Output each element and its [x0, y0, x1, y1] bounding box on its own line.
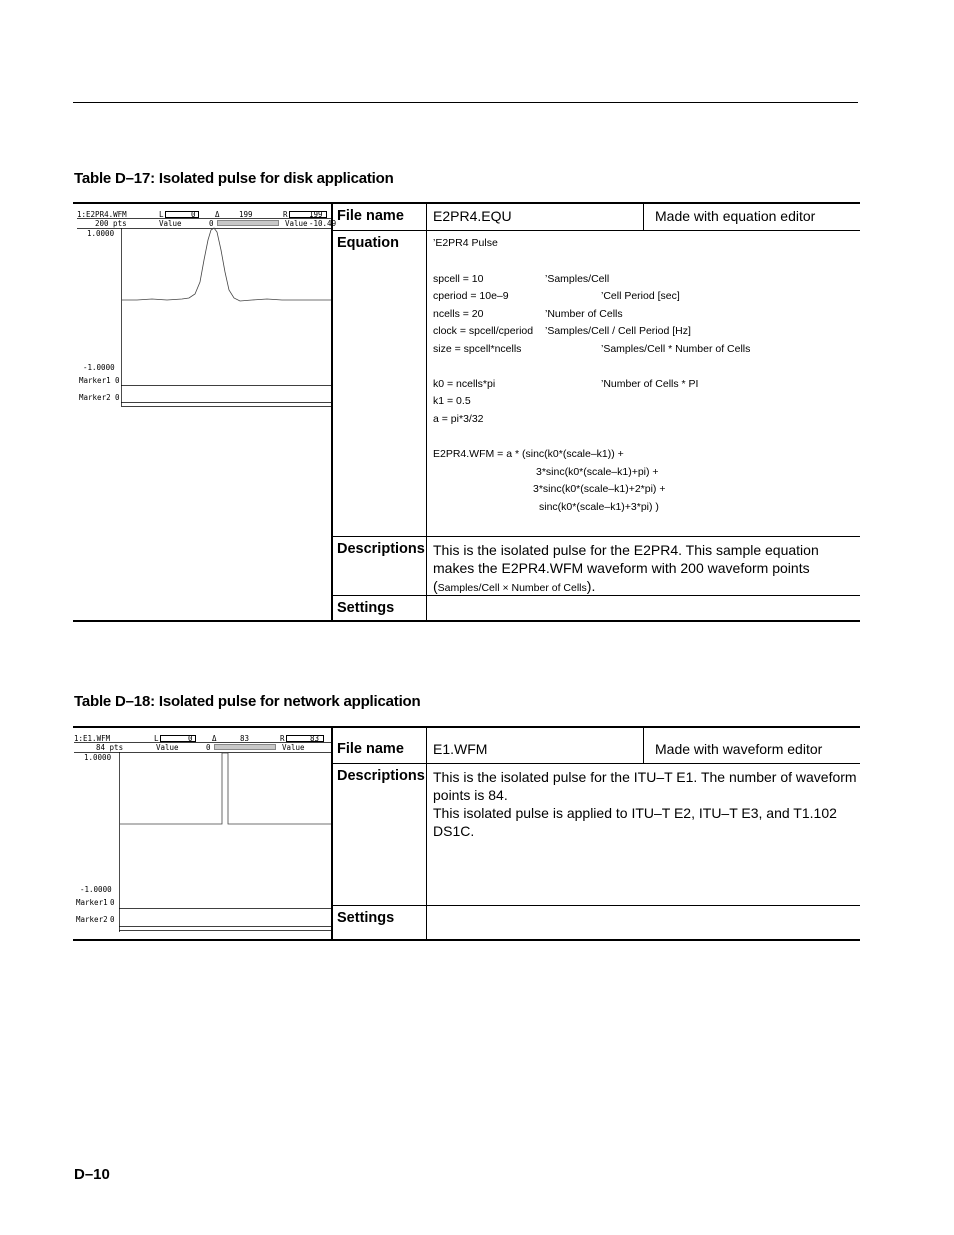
marker2-label: Marker2 — [76, 915, 108, 924]
left-cursor-label: L — [154, 734, 159, 743]
delta-value: 199 — [239, 210, 253, 219]
table-caption-d17: Table D–17: Isolated pulse for disk application — [74, 170, 394, 187]
file-name-value: E2PR4.EQU — [428, 204, 644, 230]
eq-comment-3: ’Number of Cells — [545, 308, 623, 320]
right-cursor-label: R — [280, 734, 285, 743]
header-rule — [73, 102, 858, 103]
settings-label: Settings — [332, 906, 427, 939]
row-descriptions — [332, 764, 860, 906]
eq-line-1: spcell = 10 — [433, 273, 484, 285]
waveform-display — [77, 210, 337, 406]
y-min-label: -1.0000 — [83, 363, 115, 372]
file-name-label: File name — [332, 204, 427, 230]
eq-comment-6: ’Number of Cells * PI — [601, 378, 699, 390]
eq-line-10: 3*sinc(k0*(scale–k1)+pi) + — [536, 466, 659, 478]
descriptions-value — [428, 764, 860, 905]
eq-line-3: ncells = 20 — [433, 308, 484, 320]
right-cursor-label: R — [283, 210, 288, 219]
waveform-plot — [77, 210, 331, 408]
marker2-value: 0 — [110, 915, 115, 924]
delta-label: Δ — [212, 734, 217, 743]
waveform-file-name: 1:E1.WFM — [74, 734, 111, 743]
marker2-label: Marker2 — [79, 393, 111, 402]
table-d18 — [73, 726, 860, 941]
table-caption-d18: Table D–18: Isolated pulse for network application — [74, 693, 421, 710]
descriptions-label: Descriptions — [332, 764, 427, 905]
settings-label: Settings — [332, 596, 427, 620]
eq-line-0: ’E2PR4 Pulse — [433, 237, 498, 249]
settings-value — [428, 906, 860, 939]
eq-comment-5: ’Samples/Cell * Number of Cells — [601, 343, 751, 355]
delta-label: Δ — [215, 210, 220, 219]
eq-line-2: cperiod = 10e–9 — [433, 290, 509, 302]
marker1-value: 0 — [110, 898, 115, 907]
eq-comment-4: ’Samples/Cell / Cell Period [Hz] — [545, 325, 691, 337]
eq-line-12: sinc(k0*(scale–k1)+3*pi) ) — [539, 501, 659, 513]
waveform-screenshot-e2pr4 — [73, 204, 337, 620]
y-max-label: 1.0000 — [84, 753, 112, 762]
file-name-note: Made with waveform editor — [655, 741, 823, 757]
right-cursor-value: 83 — [310, 734, 320, 743]
eq-comment-1: ’Samples/Cell — [545, 273, 610, 285]
eq-line-9: E2PR4.WFM = a * (sinc(k0*(scale–k1)) + — [433, 448, 624, 460]
eq-line-7: k1 = 0.5 — [433, 395, 471, 407]
waveform-points: 200 pts — [95, 219, 127, 228]
table-d17 — [73, 202, 860, 622]
waveform-screenshot-e1 — [73, 728, 333, 939]
descriptions-value — [428, 537, 860, 595]
waveform-points: 84 pts — [96, 743, 124, 752]
waveform-file-name: 1:E2PR4.WFM — [77, 210, 127, 219]
value-right-label: Value — [285, 219, 308, 228]
left-cursor-value: 0 — [188, 734, 193, 743]
value-right: -10.49 — [309, 219, 337, 228]
row-equation — [332, 231, 860, 537]
page-number: D–10 — [74, 1166, 110, 1183]
eq-line-5: size = spcell*ncells — [433, 343, 522, 355]
eq-line-4: clock = spcell/cperiod — [433, 325, 534, 337]
right-cursor-value: 199 — [309, 210, 323, 219]
row-file-name — [332, 728, 860, 764]
y-min-label: -1.0000 — [80, 885, 112, 894]
file-name-value: E1.WFM — [428, 728, 644, 763]
equation-value — [428, 231, 860, 536]
eq-line-8: a = pi*3/32 — [433, 413, 484, 425]
descriptions-label: Descriptions — [332, 537, 427, 595]
marker1-label: Marker1 — [79, 376, 111, 385]
waveform-display — [74, 734, 331, 932]
left-cursor-label: L — [159, 210, 164, 219]
row-settings — [332, 596, 860, 620]
marker1-value: 0 — [115, 376, 120, 385]
marker2-value: 0 — [115, 393, 120, 402]
description-line-2: This isolated pulse is applied to ITU–T E2, ITU–T E3, and T1.102 DS1C. — [433, 805, 837, 839]
file-name-note: Made with equation editor — [655, 208, 816, 224]
eq-line-6: k0 = ncells*pi — [433, 378, 496, 390]
left-cursor-value: 0 — [191, 210, 196, 219]
settings-value — [428, 596, 860, 620]
value-left-label: Value — [159, 219, 182, 228]
y-max-label: 1.0000 — [87, 229, 115, 238]
waveform-plot — [74, 734, 331, 934]
row-file-name — [332, 204, 860, 231]
value-right-label: Value — [282, 743, 305, 752]
equation-label: Equation — [332, 231, 427, 536]
description-end: ). — [586, 578, 596, 594]
row-settings — [332, 906, 860, 939]
delta-value: 83 — [240, 734, 250, 743]
value-left: 0 — [206, 743, 211, 752]
description-line-1: This is the isolated pulse for the ITU–T E1. The number of waveform points is 84. — [433, 769, 857, 803]
eq-line-11: 3*sinc(k0*(scale–k1)+2*pi) + — [533, 483, 666, 495]
eq-comment-2: ’Cell Period [sec] — [601, 290, 680, 302]
marker1-label: Marker1 — [76, 898, 108, 907]
row-descriptions — [332, 537, 860, 596]
description-formula: Samples/Cell × Number of Cells — [437, 582, 587, 594]
description-text: This is the isolated pulse for the E2PR4. This sample equation makes the E2PR4.WFM waveform with 200 waveform points ( — [433, 542, 819, 594]
value-left-label: Value — [156, 743, 179, 752]
value-left: 0 — [209, 219, 214, 228]
file-name-label: File name — [332, 728, 427, 763]
